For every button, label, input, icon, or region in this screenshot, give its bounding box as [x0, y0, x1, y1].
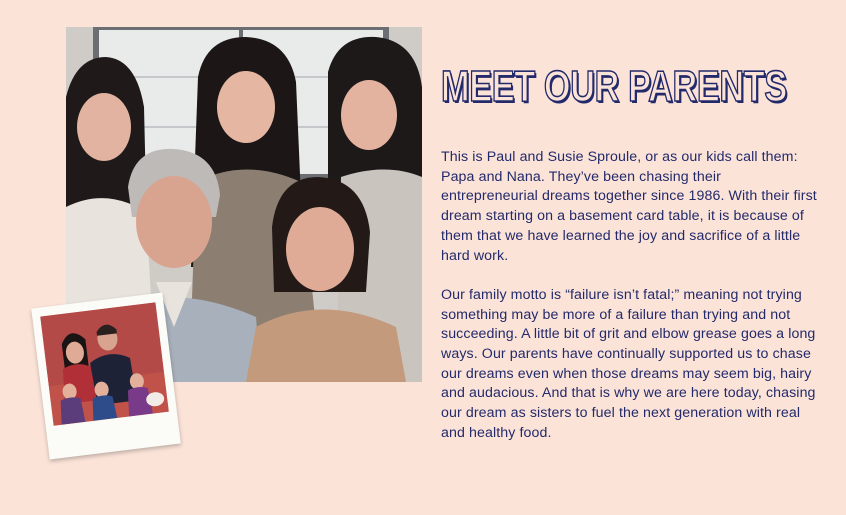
polaroid-photo [40, 302, 169, 425]
intro-paragraph: This is Paul and Susie Sproule, or as our kids call them: Papa and Nana. They’ve been chasing their entrepreneurial dreams together since 1986. With their first dream starting on a basement card table, it is because of them that we have learned the joy and sacrifice of a little hard work. [441, 149, 817, 264]
about-parents-copy [441, 148, 819, 444]
motto-paragraph: Our family motto is “failure isn’t fatal;” meaning not trying something may be more of a failure than trying and not succeeding. A little bit of grit and elbow grease goes a long ways. Our parents have continually supported us to chase our dreams even when those dreams may seem big, hairy and audacious. And that is why we are here today, chasing our dream as sisters to fuel the next generation with real and healthy food. [441, 286, 816, 441]
page-title: MEET OUR PARENTS [441, 62, 787, 111]
vintage-family-polaroid [31, 293, 181, 460]
